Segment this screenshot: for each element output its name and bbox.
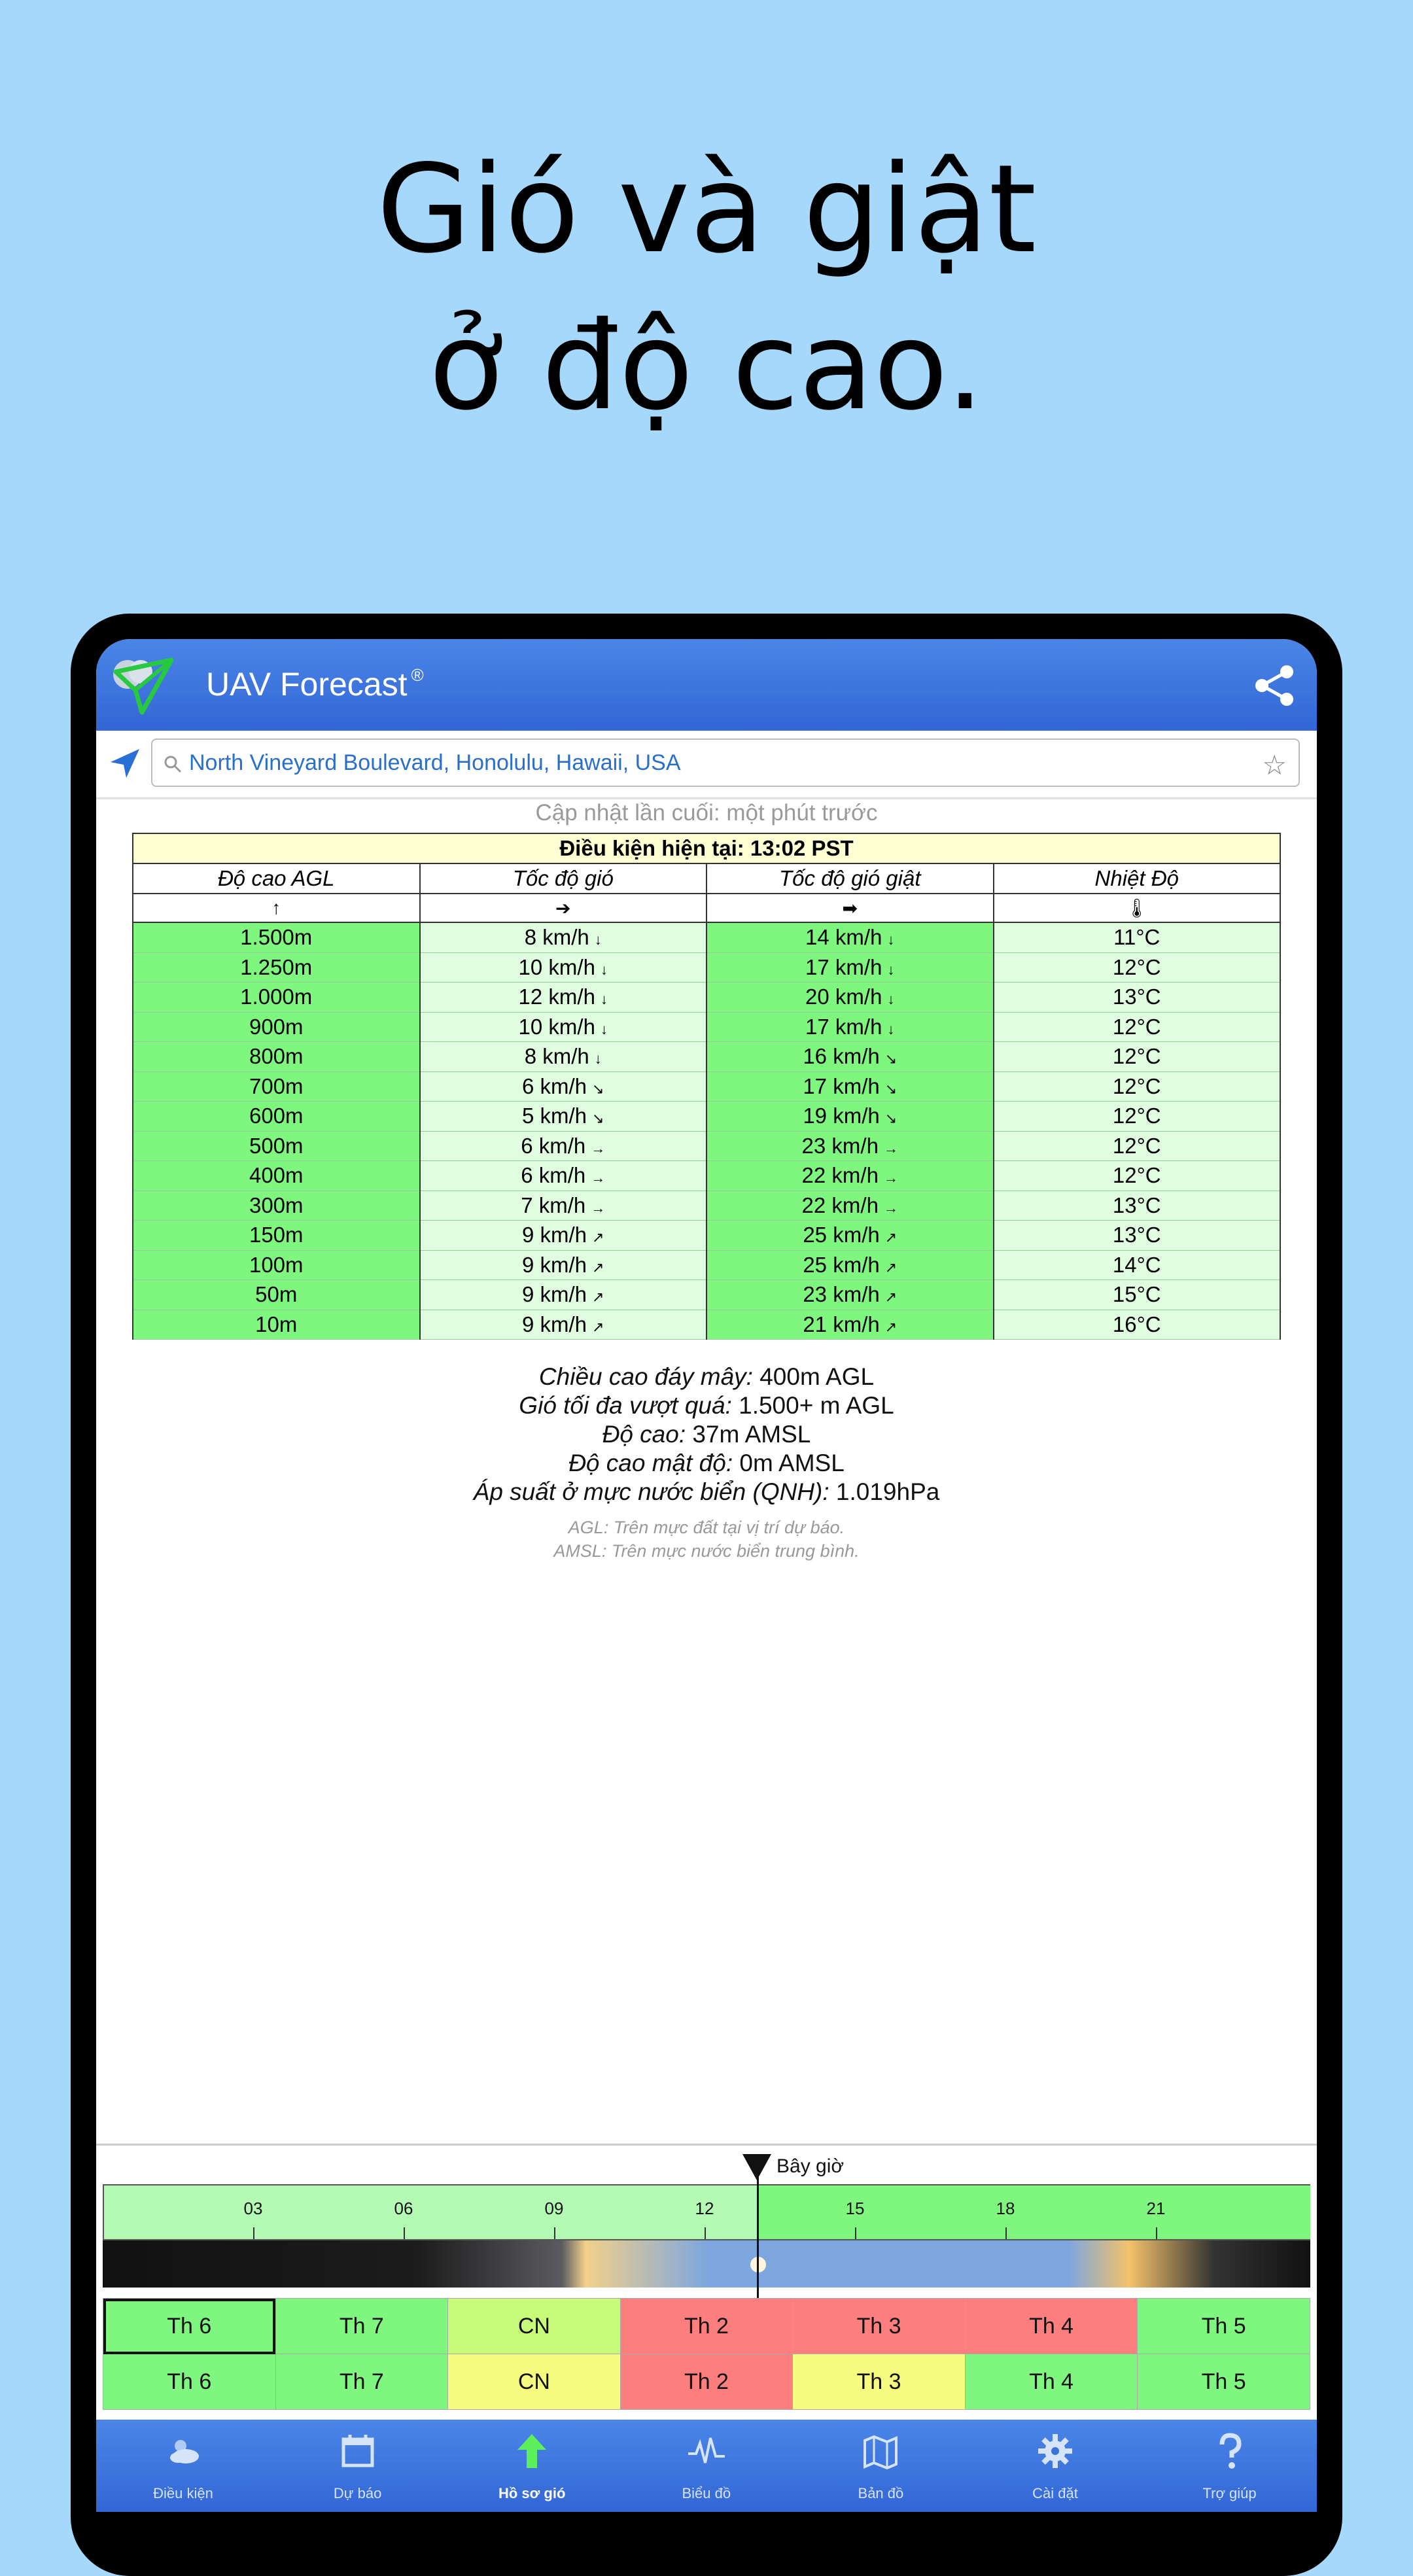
wind-cell <box>420 1131 707 1161</box>
cell-value: 15°C <box>1112 1282 1161 1307</box>
info-value: 400m AGL <box>759 1363 875 1390</box>
temperature-cell <box>994 1250 1281 1280</box>
direction-arrow-icon: ↓ <box>600 1020 608 1037</box>
nav-item[interactable] <box>619 2420 794 2512</box>
gust-cell <box>706 983 994 1013</box>
info-value: 37m AMSL <box>692 1421 811 1448</box>
day-cell[interactable]: Th 6 <box>103 2354 276 2410</box>
hour-scale[interactable] <box>103 2184 1310 2240</box>
cell-value: 12°C <box>1112 1044 1161 1069</box>
day-cell[interactable]: Th 3 <box>793 2354 966 2410</box>
cell-value: 50m <box>255 1282 298 1307</box>
day-cell[interactable]: Th 3 <box>793 2299 966 2354</box>
wind-cell <box>420 1012 707 1042</box>
gust-cell <box>706 1310 994 1340</box>
wind-arrow-icon: ➔ <box>420 894 707 922</box>
direction-arrow-icon: ↗ <box>884 1259 898 1276</box>
cell-value: 12°C <box>1112 1133 1161 1158</box>
nav-item[interactable] <box>1143 2420 1317 2512</box>
cell-value: 9 km/h <box>522 1223 587 1247</box>
temperature-cell <box>994 1042 1281 1072</box>
nav-label: Điều kiện <box>153 2485 213 2501</box>
cell-value: 13°C <box>1112 984 1161 1009</box>
header-temperature: Nhiệt Độ <box>994 863 1281 894</box>
table-row <box>133 983 1280 1013</box>
direction-arrow-icon: → <box>883 1140 898 1157</box>
hour-tick <box>253 2227 254 2239</box>
direction-arrow-icon: ↘ <box>592 1110 604 1127</box>
location-bar <box>96 731 1317 799</box>
direction-arrow-icon: ↘ <box>592 1080 604 1097</box>
header-altitude: Độ cao AGL <box>133 863 420 894</box>
cell-value: 5 km/h <box>522 1104 587 1128</box>
info-label: Chiều cao đáy mây: <box>538 1363 753 1390</box>
hour-tick <box>554 2227 555 2239</box>
table-row <box>133 922 1280 952</box>
nav-label: Hồ sơ gió <box>498 2485 566 2501</box>
direction-arrow-icon: ↗ <box>592 1318 604 1335</box>
gust-cell <box>706 1012 994 1042</box>
hour-tick <box>1005 2227 1007 2239</box>
hero-heading <box>0 131 1413 445</box>
altitude-cell <box>133 1250 420 1280</box>
gust-cell <box>706 1221 994 1251</box>
nav-label: Cài đặt <box>1032 2485 1078 2501</box>
altitude-arrow-icon: ↑ <box>133 894 420 922</box>
search-input[interactable] <box>151 739 1300 787</box>
direction-arrow-icon: → <box>591 1199 606 1216</box>
info-label: Độ cao: <box>602 1421 686 1448</box>
cell-value: 14 km/h <box>805 925 882 950</box>
app-bar <box>96 639 1317 731</box>
table-row <box>133 952 1280 983</box>
bottom-navigation <box>96 2420 1317 2512</box>
wind-cell <box>420 1310 707 1340</box>
hour-label: 21 <box>1146 2199 1166 2218</box>
cell-value: 6 km/h <box>521 1133 586 1158</box>
info-line <box>96 1449 1317 1478</box>
summary-info <box>96 1363 1317 1506</box>
altitude-cell <box>133 1310 420 1340</box>
wind-cell <box>420 1221 707 1251</box>
cell-value: 13°C <box>1112 1223 1161 1247</box>
wind-cell <box>420 952 707 983</box>
day-cell[interactable]: Th 4 <box>965 2299 1138 2354</box>
cell-value: 6 km/h <box>521 1163 586 1188</box>
last-updated: Cập nhật lần cuối: một phút trước <box>535 800 878 826</box>
cell-value: 150m <box>249 1223 304 1247</box>
hero-line-2: ở độ cao. <box>428 295 985 437</box>
table-caption: Điều kiện hiện tại: 13:02 PST <box>133 833 1280 863</box>
cell-value: 17 km/h <box>805 954 882 979</box>
footnote-amsl: AMSL: Trên mực nước biển trung bình. <box>553 1541 860 1561</box>
altitude-cell <box>133 922 420 952</box>
temperature-cell <box>994 922 1281 952</box>
cell-value: 17 km/h <box>805 1014 882 1039</box>
cell-value: 9 km/h <box>522 1282 587 1307</box>
cell-value: 700m <box>249 1073 304 1098</box>
cell-value: 800m <box>249 1044 304 1069</box>
cell-value: 25 km/h <box>803 1252 880 1277</box>
cell-value: 23 km/h <box>801 1133 879 1158</box>
info-value: 1.019hPa <box>835 1478 940 1505</box>
table-row <box>133 1221 1280 1251</box>
temperature-cell <box>994 1161 1281 1191</box>
gust-cell <box>706 1071 994 1102</box>
cell-value: 1.250m <box>240 954 313 979</box>
nav-label: Trợ giúp <box>1202 2485 1257 2501</box>
hour-label: 09 <box>544 2199 564 2218</box>
info-line <box>96 1391 1317 1420</box>
table-row <box>133 1102 1280 1132</box>
app-screen <box>96 639 1317 2512</box>
calendar-icon <box>338 2431 377 2471</box>
cell-value: 23 km/h <box>803 1282 880 1307</box>
direction-arrow-icon: ↓ <box>594 1051 602 1068</box>
cell-value: 22 km/h <box>801 1192 879 1217</box>
cell-value: 14°C <box>1112 1252 1161 1277</box>
table-row <box>133 1131 1280 1161</box>
cell-value: 12°C <box>1112 1014 1161 1039</box>
altitude-cell <box>133 1221 420 1251</box>
altitude-cell <box>133 1191 420 1221</box>
direction-arrow-icon: ↗ <box>592 1259 604 1276</box>
altitude-cell <box>133 1071 420 1102</box>
wind-cell <box>420 983 707 1013</box>
info-line <box>96 1478 1317 1506</box>
cell-value: 25 km/h <box>803 1223 880 1247</box>
table-row <box>133 1071 1280 1102</box>
direction-arrow-icon: ↗ <box>884 1229 898 1246</box>
altitude-cell <box>133 952 420 983</box>
cell-value: 17 km/h <box>803 1073 880 1098</box>
nav-item[interactable] <box>96 2420 270 2512</box>
gust-cell <box>706 1131 994 1161</box>
share-icon[interactable] <box>1251 663 1297 708</box>
gust-cell <box>706 1250 994 1280</box>
wind-cell <box>420 1161 707 1191</box>
cell-value: 12°C <box>1112 954 1161 979</box>
cell-value: 13°C <box>1112 1192 1161 1217</box>
direction-arrow-icon: ↓ <box>887 1020 895 1037</box>
table-row <box>133 1161 1280 1191</box>
direction-arrow-icon: ↓ <box>600 991 608 1008</box>
cell-value: 100m <box>249 1252 304 1277</box>
cell-value: 12°C <box>1112 1104 1161 1128</box>
info-value: 0m AMSL <box>739 1450 845 1476</box>
cell-value: 10m <box>255 1312 298 1336</box>
app-title: UAV Forecast ® <box>206 665 424 703</box>
direction-arrow-icon: ↓ <box>887 991 895 1008</box>
now-line <box>757 2174 759 2311</box>
gust-cell <box>706 1191 994 1221</box>
wind-cell <box>420 1102 707 1132</box>
altitude-cell <box>133 1161 420 1191</box>
weather-icon <box>164 2431 203 2471</box>
gust-cell <box>706 922 994 952</box>
temperature-cell <box>994 1221 1281 1251</box>
day-cell[interactable]: CN <box>448 2354 621 2410</box>
direction-arrow-icon: ↗ <box>592 1229 604 1246</box>
altitude-cell <box>133 1131 420 1161</box>
temperature-cell <box>994 1071 1281 1102</box>
cell-value: 12°C <box>1112 1073 1161 1098</box>
thermometer-icon: 🌡 <box>994 894 1281 922</box>
altitude-cell <box>133 1042 420 1072</box>
cell-value: 16°C <box>1112 1312 1161 1336</box>
direction-arrow-icon: ↓ <box>600 961 608 978</box>
gust-cell <box>706 1161 994 1191</box>
hour-label: 15 <box>845 2199 865 2218</box>
future-hours <box>758 2185 1310 2239</box>
direction-arrow-icon: → <box>591 1170 606 1187</box>
info-label: Gió tối đa vượt quá: <box>519 1392 732 1419</box>
cell-value: 1.000m <box>240 984 313 1009</box>
cell-value: 11°C <box>1113 925 1160 950</box>
gust-cell <box>706 952 994 983</box>
cell-value: 10 km/h <box>518 1014 595 1039</box>
hero-line-1: Gió và giật <box>376 138 1037 280</box>
nav-label: Biểu đồ <box>682 2485 731 2501</box>
cell-value: 8 km/h <box>524 1044 589 1069</box>
info-line <box>96 1420 1317 1449</box>
direction-arrow-icon: ↓ <box>887 961 895 978</box>
cell-value: 600m <box>249 1104 304 1128</box>
nav-item[interactable] <box>271 2420 445 2512</box>
direction-arrow-icon: ↘ <box>884 1110 898 1127</box>
cell-value: 20 km/h <box>805 984 882 1009</box>
help-icon <box>1210 2431 1249 2471</box>
table-row <box>133 1012 1280 1042</box>
cell-value: 22 km/h <box>801 1163 879 1188</box>
altitude-cell <box>133 1012 420 1042</box>
direction-arrow-icon: ↗ <box>592 1289 604 1306</box>
wind-cell <box>420 1250 707 1280</box>
direction-arrow-icon: ↘ <box>884 1080 898 1097</box>
gust-arrow-icon: ➡ <box>706 894 994 922</box>
cell-value: 21 km/h <box>803 1312 880 1336</box>
cell-value: 12°C <box>1112 1163 1161 1188</box>
wind-cell <box>420 1071 707 1102</box>
hour-label: 06 <box>394 2199 413 2218</box>
gust-cell <box>706 1280 994 1310</box>
nav-label: Dự báo <box>333 2485 382 2501</box>
direction-arrow-icon: → <box>883 1170 898 1187</box>
cell-value: 10 km/h <box>518 954 595 979</box>
temperature-cell <box>994 1280 1281 1310</box>
map-icon <box>861 2431 900 2471</box>
cell-value: 8 km/h <box>524 925 589 950</box>
header-gust: Tốc độ gió giật <box>706 863 994 894</box>
direction-arrow-icon: ↓ <box>887 931 895 949</box>
day-cell[interactable]: Th 7 <box>275 2299 448 2354</box>
temperature-cell <box>994 1191 1281 1221</box>
search-value: North Vineyard Boulevard, Honolulu, Hawaii, USA <box>189 750 681 775</box>
table-row <box>133 1280 1280 1310</box>
info-label: Áp suất ở mực nước biển (QNH): <box>473 1478 829 1505</box>
search-icon <box>163 754 183 774</box>
gust-cell <box>706 1102 994 1132</box>
pulse-icon <box>687 2431 726 2471</box>
altitude-cell <box>133 1280 420 1310</box>
altitude-cell <box>133 1102 420 1132</box>
day-cell[interactable]: Th 5 <box>1138 2299 1310 2354</box>
hour-label: 03 <box>243 2199 263 2218</box>
day-cell[interactable]: Th 2 <box>620 2299 793 2354</box>
day-cell[interactable]: Th 2 <box>620 2354 793 2410</box>
cell-value: 400m <box>249 1163 304 1188</box>
app-logo-icon <box>103 652 175 718</box>
table-row <box>133 1310 1280 1340</box>
star-icon[interactable]: ☆ <box>1262 750 1287 780</box>
cell-value: 900m <box>249 1014 304 1039</box>
cell-value: 16 km/h <box>803 1044 880 1069</box>
cell-value: 9 km/h <box>522 1312 587 1336</box>
wind-profile-table <box>132 833 1281 1340</box>
hour-tick <box>705 2227 706 2239</box>
nav-item[interactable] <box>968 2420 1142 2512</box>
nav-item[interactable] <box>445 2420 619 2512</box>
cell-value: 7 km/h <box>521 1192 586 1217</box>
temperature-cell <box>994 1131 1281 1161</box>
up-arrow-icon <box>512 2431 551 2471</box>
table-row <box>133 1250 1280 1280</box>
hour-label: 12 <box>695 2199 714 2218</box>
cell-value: 6 km/h <box>522 1073 587 1098</box>
footnotes <box>96 1516 1317 1563</box>
info-label: Độ cao mật độ: <box>568 1450 733 1476</box>
direction-arrow-icon: → <box>591 1140 606 1157</box>
direction-arrow-icon: ↗ <box>884 1289 898 1306</box>
direction-arrow-icon: ↗ <box>884 1318 898 1335</box>
wind-cell <box>420 1191 707 1221</box>
day-cell[interactable]: Th 7 <box>275 2354 448 2410</box>
hour-tick <box>855 2227 856 2239</box>
table-row <box>133 1191 1280 1221</box>
wind-cell <box>420 922 707 952</box>
temperature-cell <box>994 952 1281 983</box>
nav-label: Bản đồ <box>858 2485 904 2501</box>
cell-value: 500m <box>249 1133 304 1158</box>
direction-arrow-icon: ↓ <box>594 931 602 949</box>
header-wind: Tốc độ gió <box>420 863 707 894</box>
day-cell[interactable]: CN <box>448 2299 621 2354</box>
day-cell[interactable]: Th 4 <box>965 2354 1138 2410</box>
info-value: 1.500+ m AGL <box>739 1392 894 1419</box>
nav-item[interactable] <box>794 2420 968 2512</box>
direction-arrow-icon: → <box>883 1199 898 1216</box>
table-row <box>133 1042 1280 1072</box>
cell-value: 12 km/h <box>518 984 595 1009</box>
direction-arrow-icon: ↘ <box>884 1051 898 1068</box>
day-cell[interactable]: Th 5 <box>1138 2354 1310 2410</box>
day-selector <box>103 2298 1310 2410</box>
temperature-cell <box>994 1102 1281 1132</box>
temperature-cell <box>994 983 1281 1013</box>
cell-value: 19 km/h <box>803 1104 880 1128</box>
gear-icon <box>1036 2431 1075 2471</box>
footnote-agl: AGL: Trên mực đất tại vị trí dự báo. <box>568 1518 845 1537</box>
location-arrow-icon[interactable] <box>107 745 143 782</box>
cell-value: 1.500m <box>240 925 313 950</box>
divider <box>96 2144 1317 2146</box>
temperature-cell <box>994 1310 1281 1340</box>
temperature-cell <box>994 1012 1281 1042</box>
wind-cell <box>420 1042 707 1072</box>
hour-tick <box>1156 2227 1157 2239</box>
daylight-bar <box>103 2240 1310 2288</box>
wind-cell <box>420 1280 707 1310</box>
cell-value: 300m <box>249 1192 304 1217</box>
day-cell[interactable]: Th 6 <box>103 2299 276 2354</box>
hour-tick <box>404 2227 405 2239</box>
altitude-cell <box>133 983 420 1013</box>
cell-value: 9 km/h <box>522 1252 587 1277</box>
info-line <box>96 1363 1317 1391</box>
now-label: Bây giờ <box>776 2155 845 2177</box>
hour-label: 18 <box>996 2199 1015 2218</box>
gust-cell <box>706 1042 994 1072</box>
